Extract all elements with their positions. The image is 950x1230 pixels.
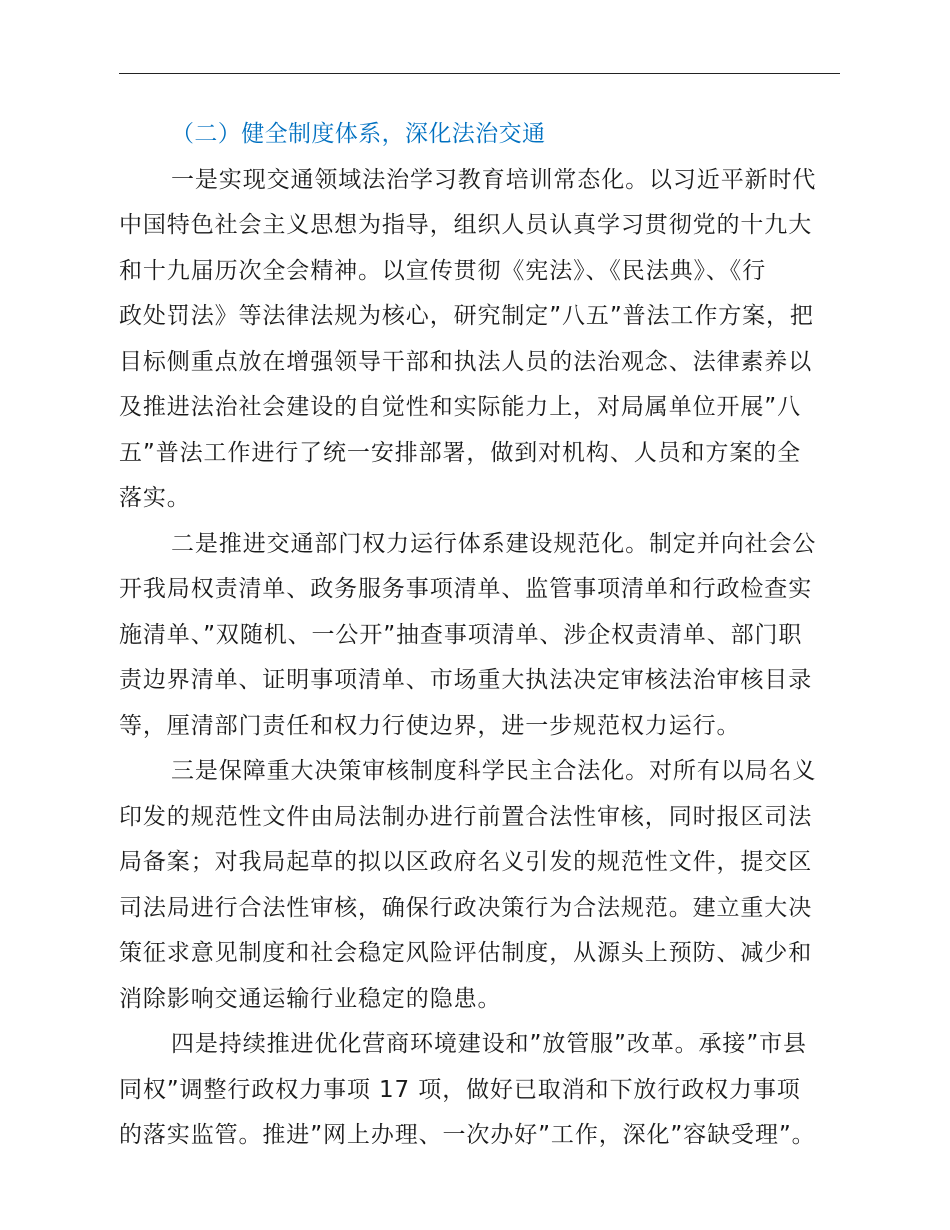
paragraph-line: 中国特色社会主义思想为指导，组织人员认真学习贯彻党的十九大 — [119, 212, 813, 238]
paragraph-line: 落实。 — [119, 485, 191, 511]
header-rule — [119, 73, 840, 74]
paragraph-line: 司法局进行合法性审核，确保行政决策行为合法规范。建立重大决 — [119, 894, 813, 921]
paragraph-line: 和十九届历次全会精神。以宣传贯彻《宪法》、《民法典》、《行 — [119, 257, 767, 284]
paragraph-line: 等，厘清部门责任和权力行使边界，进一步规范权力运行。 — [119, 712, 741, 739]
paragraph-line: 一是实现交通领域法治学习教育培训常态化。以习近平新时代 — [171, 166, 817, 193]
paragraph-line: 责边界清单、证明事项清单、市场重大执法决定审核法治审核目录 — [119, 667, 813, 693]
paragraph-legal-education — [119, 158, 845, 522]
document-body — [119, 112, 845, 1159]
paragraph-line: 三是保障重大决策审核制度科学民主合法化。对所有以局名义 — [171, 758, 817, 784]
paragraph-power-system — [119, 522, 845, 750]
paragraph-line: 开我局权责清单、政务服务事项清单、监管事项清单和行政检查实 — [119, 576, 813, 602]
paragraph-line: 局备案；对我局起草的拟以区政府名义引发的规范性文件，提交区 — [119, 849, 813, 875]
paragraph-line: 目标侧重点放在增强领导干部和执法人员的法治观念、法律素养以 — [119, 348, 813, 375]
paragraph-decision-review — [119, 749, 845, 1022]
paragraph-line: 同权”调整行政权力事项 17 项，做好已取消和下放行政权力事项 — [119, 1076, 801, 1103]
paragraph-line: 的落实监管。推进”网上办理、一次办好”工作，深化”容缺受理”。 — [119, 1122, 816, 1148]
paragraph-line: 五”普法工作进行了统一安排部署，做到对机构、人员和方案的全 — [119, 439, 802, 466]
paragraph-line: 及推进法治社会建设的自觉性和实际能力上，对局属单位开展”八 — [119, 394, 802, 420]
paragraph-line: 政处罚法》等法律法规为核心，研究制定”八五”普法工作方案，把 — [119, 303, 814, 329]
paragraph-line: 印发的规范性文件由局法制办进行前置合法性审核，同时报区司法 — [119, 803, 813, 830]
paragraph-line: 消除影响交通运输行业稳定的隐患。 — [119, 985, 502, 1012]
paragraph-line: 二是推进交通部门权力运行体系建设规范化。制定并向社会公 — [171, 530, 817, 557]
section-heading: （二）健全制度体系，深化法治交通 — [171, 121, 546, 147]
paragraph-line: 策征求意见制度和社会稳定风险评估制度，从源头上预防、减少和 — [119, 940, 813, 966]
paragraph-line: 施清单、”双随机、一公开”抽查事项清单、涉企权责清单、部门职 — [119, 621, 803, 648]
paragraph-business-environment — [119, 1022, 845, 1159]
paragraph-line: 四是持续推进优化营商环境建设和”放管服”改革。承接”市县 — [171, 1031, 807, 1057]
